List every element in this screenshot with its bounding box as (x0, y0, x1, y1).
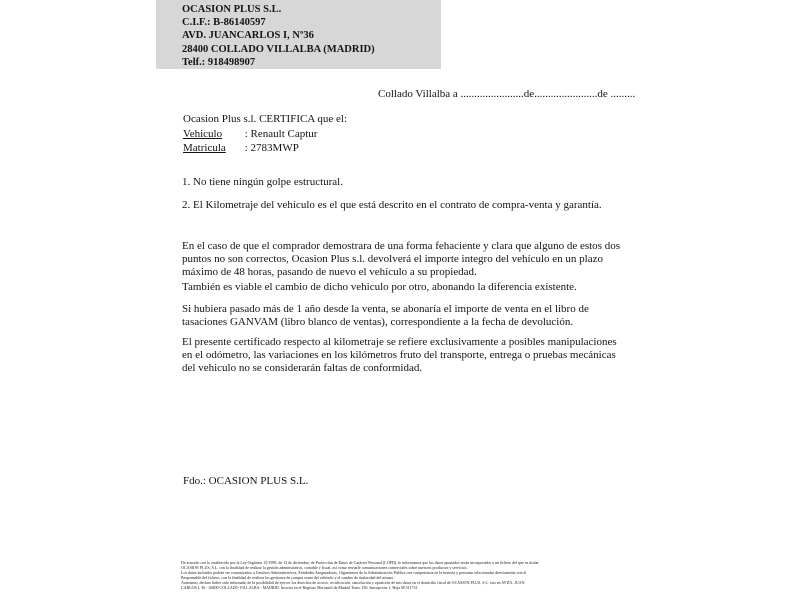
paragraph-exchange-option: También es viable el cambio de dicho vehiculo por otro, abonando la diferencia existente. (182, 281, 577, 293)
paragraph-ganvam-valuation: Si hubiera pasado más de 1 año desde la venta, se abonaría el importe de venta en el libro de tasaciones GANVAM (libro blanco de ventas), correspondiente a la fecha de devolución. (182, 303, 589, 329)
date-fill-line: Collado Villalba a .......................de.......................de ......... (378, 88, 636, 100)
paragraph-refund-terms: En el caso de que el comprador demostrara de una forma fehaciente y clara que alguno de estos dos puntos no son correctos, Ocasion Plus s.l. devolverá el importe integro del vehículo en un plazo máximo de 48 horas, pasando de nuevo el vehículo a su propiedad. (182, 240, 620, 279)
vehicle-label: Vehiculo (183, 128, 223, 140)
certifies-line: Ocasion Plus s.l. CERTIFICA que el: (183, 113, 348, 125)
plate-label: Matricula (183, 142, 226, 154)
company-address: AVD. JUANCARLOS I, Nº36 (182, 30, 314, 42)
legal-line: Asimismo, declaro haber sido informado de la posibilidad de ejercer los derechos de acceso, rectificación, cancelación y oposición de mis datos en el domicilio fiscal de OCASIÓN PLUS, S.L. sito en AVDA. JUAN (181, 580, 525, 585)
company-name: OCASION PLUS S.L. (182, 4, 282, 15)
company-phone: Telf.: 918498907 (182, 56, 256, 68)
vehicle-line (183, 128, 317, 140)
paragraph-odometer-disclaimer: El presente certificado respecto al kilometraje se refiere exclusivamente a posibles manipulaciones en el odómetro, las variaciones en los kilómetros fruto del transporte, entrega o pruebas mecánicas del vehiculo no se considerarán faltas de conformidad. (182, 336, 617, 375)
company-header-block (156, 0, 441, 69)
vehicle-value: : Renault Captur (242, 128, 318, 140)
legal-line: OCASIÓN PLUS, S.L. con la finalidad de realizar la gestión administrativa, contable y fiscal, así como enviarle comunicaciones comerciales sobre nuestros productos y servicios. (181, 565, 468, 570)
legal-line: De acuerdo con lo establecido por la Ley Orgánica 15/1999, de 13 de diciembre, de Protección de Datos de Carácter Personal (LOPD), le informamos que los datos aportados serán incorporados a un fichero del que es titular (181, 561, 539, 565)
certification-point-2: 2. El Kilometraje del vehículo es el que está descrito en el contrato de compra-venta y garantía. (182, 199, 602, 211)
signature-line: Fdo.: OCASION PLUS S.L. (183, 475, 309, 487)
plate-line (183, 142, 299, 154)
legal-line: Los datos incluidos podrán ser comunicados a Gestores Administrativos, Entidades Aseguradoras, Organismos de la Administración Pública con competencia en la materia y personas relacionadas directamente con el (181, 570, 527, 575)
legal-fine-print (181, 561, 621, 591)
certification-point-1: 1. No tiene ningún golpe estructural. (182, 176, 343, 188)
legal-line: Responsable del fichero, con la finalidad de realizar las gestiones de compra venta del vehículo y el cambio de titularidad del mismo. (181, 575, 395, 580)
company-city: 28400 COLLADO VILLALBA (MADRID) (182, 43, 375, 55)
company-cif: C.I.F.: B-86140597 (182, 17, 266, 29)
plate-value: : 2783MWP (242, 142, 299, 154)
legal-line: CARLOS I, 36 - 28400 COLLADO VILLALBA - MADRID. Inscrita en el Registro Mercantil de Madrid Tomo 150, Inscripción 1, Hoja M 511731. (181, 585, 419, 590)
